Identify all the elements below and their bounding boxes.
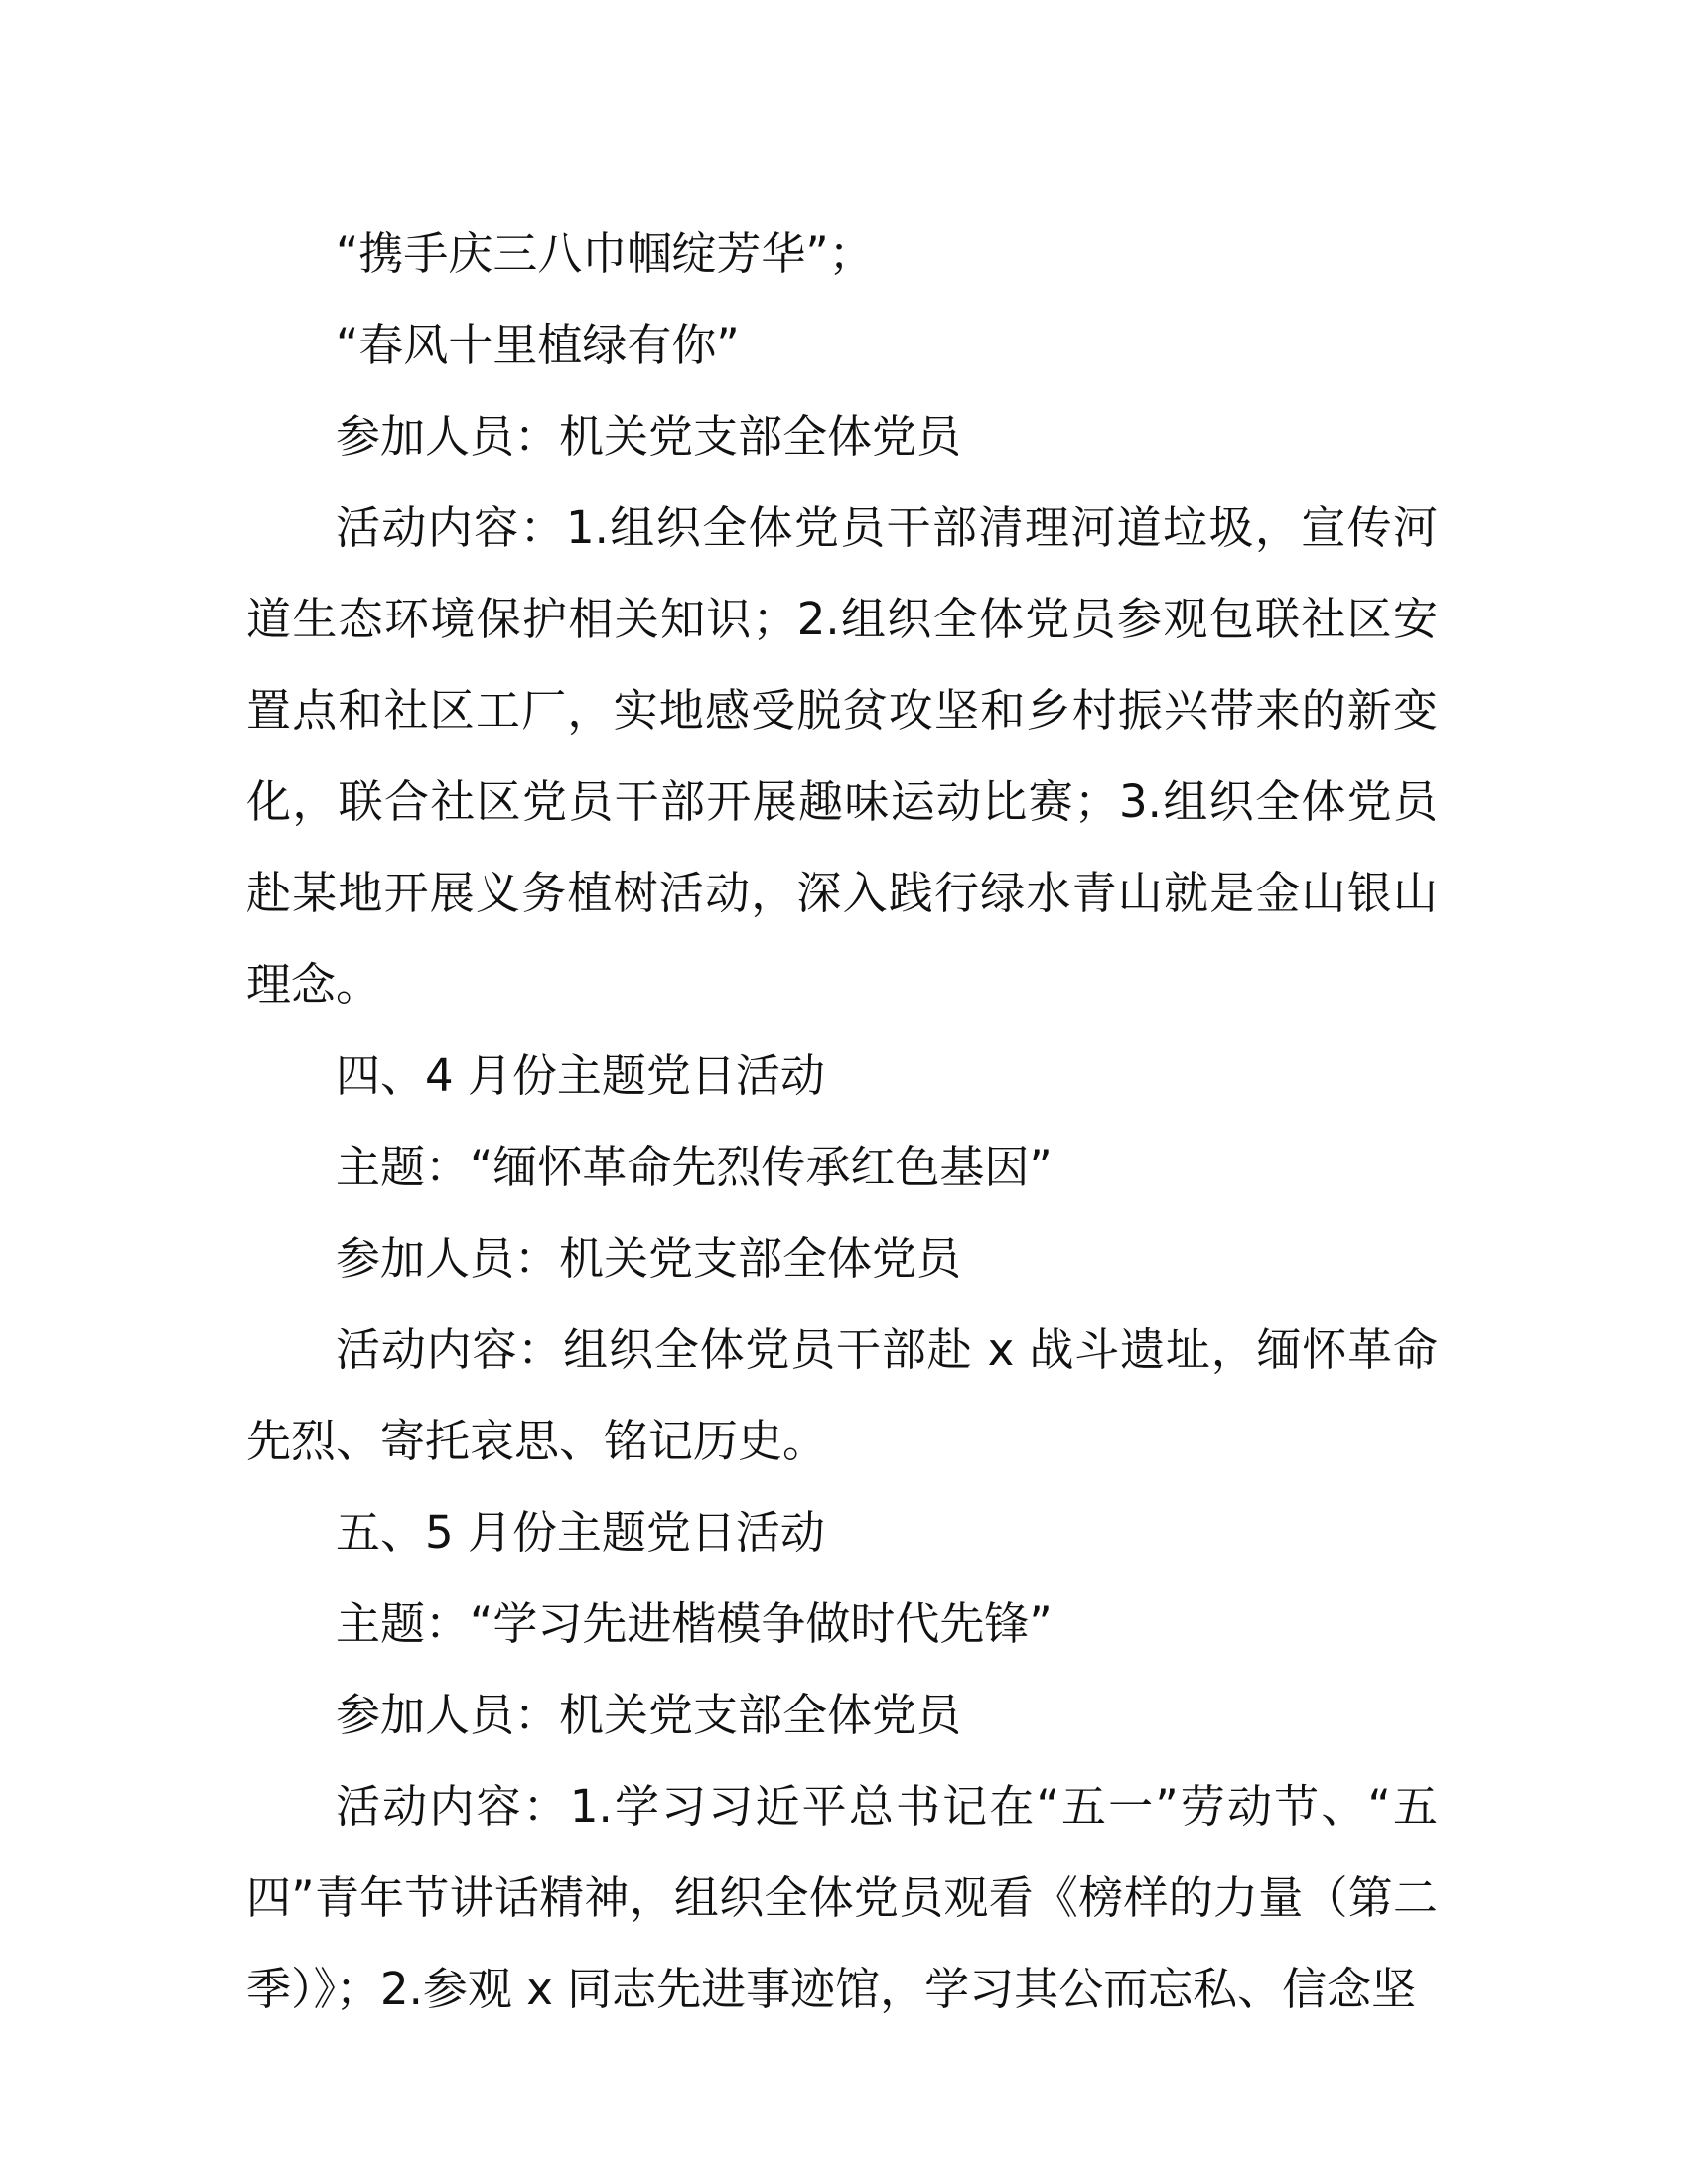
- april-section-heading: 四、4 月份主题党日活动: [336, 1049, 825, 1102]
- april-theme: 主题：“缅怀革命先烈传承红色基因”: [336, 1141, 1053, 1193]
- april-participants: 参加人员：机关党支部全体党员: [336, 1232, 962, 1285]
- may-theme: 主题：“学习先进楷模争做时代先锋”: [336, 1597, 1053, 1650]
- april-activity-content: 活动内容：组织全体党员干部赴 x 战斗遗址，缅怀革命先烈、寄托哀思、铭记历史。: [246, 1323, 1438, 1467]
- march-theme-line-1: “携手庆三八巾帼绽芳华”；: [336, 227, 874, 280]
- may-activity-content: 活动内容：1.学习习近平总书记在“五一”劳动节、“五四”青年节讲话精神，组织全体党员观看《榜样的力量（第二季）》；2.参观 x 同志先进事迹馆，学习其公而忘私、信念坚: [246, 1780, 1438, 2015]
- march-participants: 参加人员：机关党支部全体党员: [336, 410, 962, 463]
- march-activity-content: 活动内容：1.组织全体党员干部清理河道垃圾，宣传河道生态环境保护相关知识；2.组织全体党员参观包联社区安置点和社区工厂，实地感受脱贫攻坚和乡村振兴带来的新变化，联合社区党员干部开展趣味运动比赛；3.组织全体党员赴某地开展义务植树活动，深入践行绿水青山就是金山银山理念。: [246, 501, 1438, 1011]
- may-section-heading: 五、5 月份主题党日活动: [336, 1506, 825, 1559]
- march-theme-line-2: “春风十里植绿有你”: [336, 319, 740, 371]
- document-body: [246, 208, 1438, 2035]
- may-participants: 参加人员：机关党支部全体党员: [336, 1689, 962, 1741]
